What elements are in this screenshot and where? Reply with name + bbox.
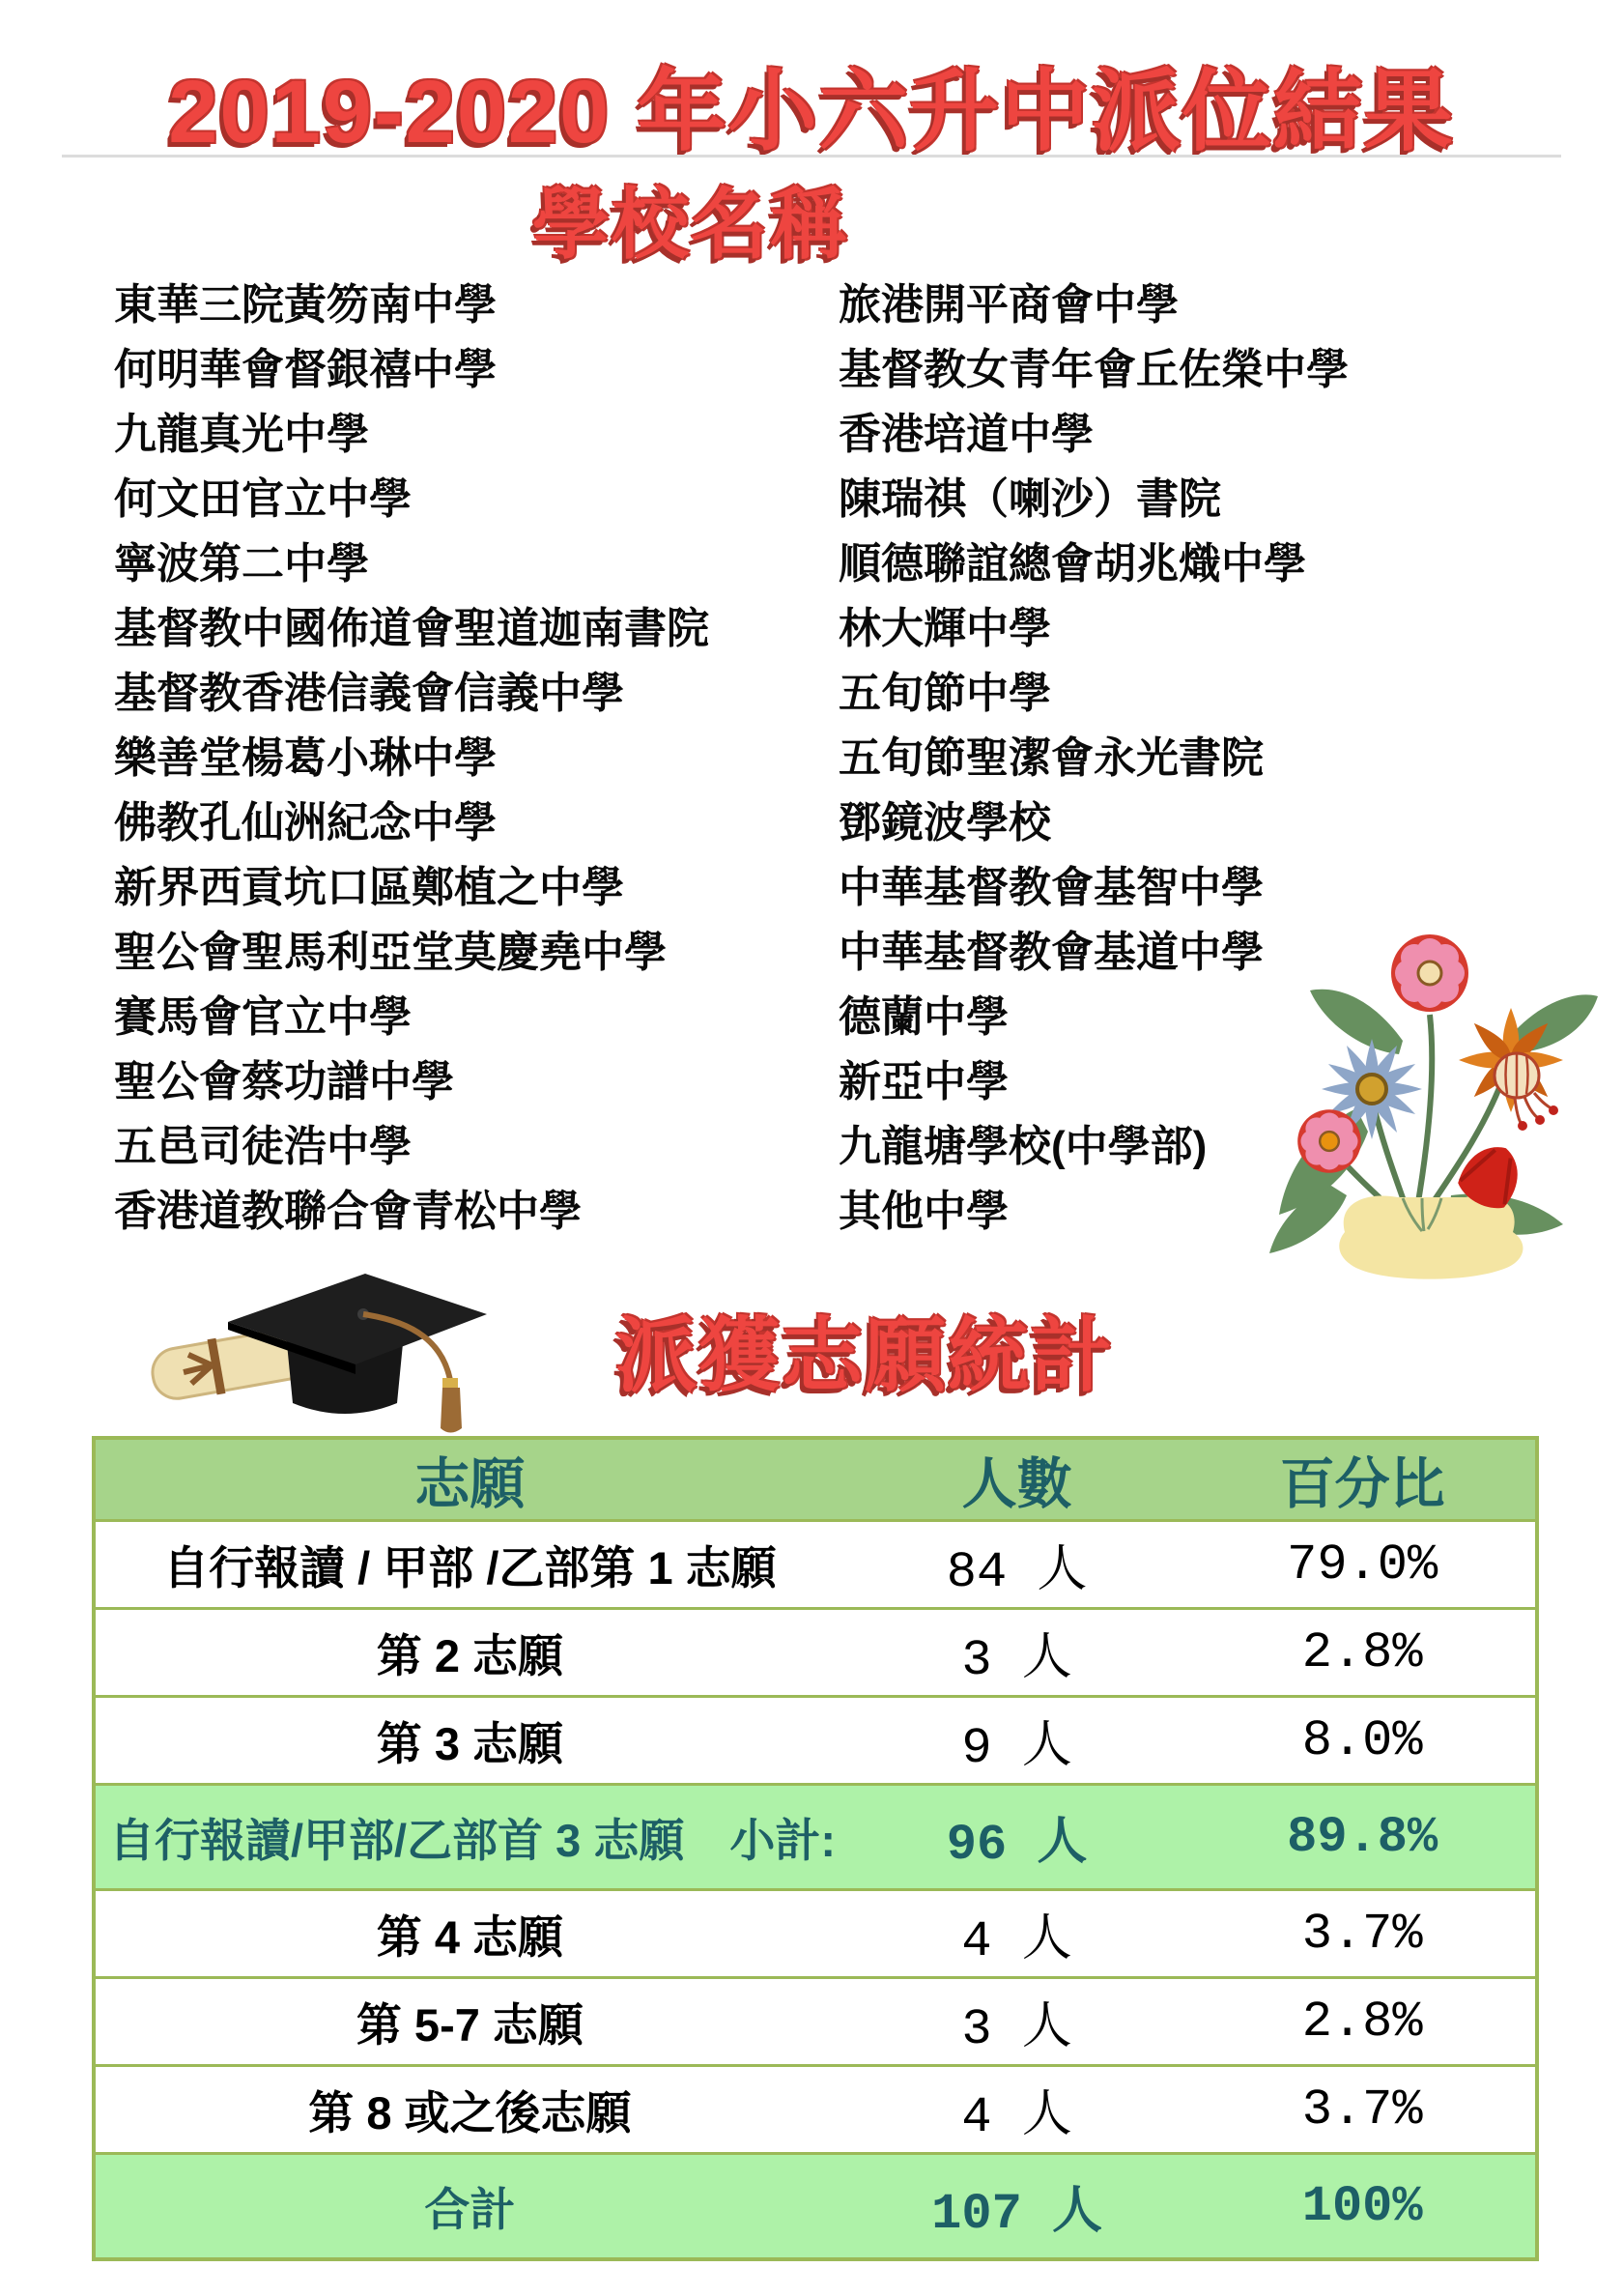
- table-summary-row: [96, 2152, 1535, 2257]
- school-name: 佛教孔仙洲紀念中學: [114, 799, 497, 847]
- school-name: 德蘭中學: [839, 993, 1009, 1041]
- cell-choice-label: 第 5-7 志願: [356, 1998, 584, 2051]
- table-row: [96, 1695, 1535, 1783]
- school-name: 五旬節聖潔會永光書院: [839, 734, 1264, 782]
- table-header-row: [96, 1440, 1535, 1519]
- cell-choice-label: 第 4 志願: [376, 1910, 564, 1963]
- pink-flower-top: [1391, 934, 1468, 1012]
- table-row: [96, 1519, 1535, 1607]
- school-name: 其他中學: [839, 1188, 1009, 1235]
- flower-bouquet-illustration: [1258, 904, 1606, 1285]
- school-name: 何明華會督銀禧中學: [114, 346, 497, 393]
- school-name: 賽馬會官立中學: [114, 993, 412, 1041]
- school-name: 鄧鏡波學校: [839, 799, 1051, 847]
- school-name: 順德聯誼總會胡兆熾中學: [839, 540, 1306, 588]
- table-row: [96, 2064, 1535, 2152]
- school-name: 聖公會蔡功譜中學: [114, 1058, 454, 1105]
- column-header-choice: 志願: [414, 1453, 526, 1515]
- school-name: 中華基督教會基道中學: [839, 929, 1264, 976]
- cell-choice-label: 第 2 志願: [376, 1629, 564, 1681]
- school-name: 五邑司徒浩中學: [114, 1123, 412, 1170]
- cell-count: 4 人: [961, 2089, 1072, 2146]
- cell-percent: 8.0%: [1301, 1711, 1423, 1769]
- cell-percent: 3.7%: [1301, 1905, 1423, 1963]
- pink-flower-small: [1297, 1109, 1361, 1173]
- cell-count: 3 人: [961, 2001, 1072, 2058]
- cell-count: 107 人: [931, 2186, 1102, 2243]
- school-name: 旅港開平商會中學: [839, 281, 1179, 329]
- cell-count: 9 人: [961, 1720, 1072, 1777]
- school-name: 樂善堂楊葛小琳中學: [114, 734, 497, 782]
- cell-choice-label: 第 3 志願: [376, 1717, 564, 1769]
- table-summary-row: [96, 1783, 1535, 1888]
- page-title: 2019-2020 年小六升中派位結果: [168, 63, 1455, 161]
- cell-choice-label: 自行報讀 / 甲部 /乙部第 1 志願: [163, 1541, 777, 1593]
- school-name: 寧波第二中學: [114, 540, 369, 588]
- table-row: [96, 1888, 1535, 1976]
- school-section-heading: 學校名稱: [532, 182, 849, 268]
- cell-count: 3 人: [961, 1632, 1072, 1689]
- school-name: 陳瑞祺（喇沙）書院: [839, 475, 1221, 523]
- cell-percent: 79.0%: [1287, 1535, 1438, 1593]
- table-row: [96, 1607, 1535, 1695]
- cell-count: 96 人: [946, 1817, 1088, 1874]
- school-name: 東華三院黃笏南中學: [114, 281, 497, 329]
- school-name: 林大輝中學: [839, 605, 1051, 652]
- column-header-count: 人數: [961, 1453, 1072, 1515]
- school-name: 基督教中國佈道會聖道迦南書院: [114, 605, 709, 652]
- table-row: [96, 1976, 1535, 2064]
- cell-percent: 2.8%: [1301, 1623, 1423, 1681]
- school-name: 九龍塘學校(中學部): [839, 1123, 1208, 1170]
- school-list-left: [114, 273, 829, 1244]
- cell-choice-label: 第 8 或之後志願: [308, 2086, 632, 2138]
- school-name: 香港培道中學: [839, 411, 1094, 458]
- column-header-percent: 百分比: [1279, 1453, 1445, 1515]
- cell-percent: 89.8%: [1287, 1808, 1438, 1866]
- cell-count: 84 人: [946, 1544, 1088, 1601]
- allocation-stats-table: [92, 1436, 1539, 2261]
- school-name: 基督教女青年會丘佐榮中學: [839, 346, 1349, 393]
- cell-choice-label: 自行報讀/甲部/乙部首 3 志願 小計:: [109, 1814, 837, 1866]
- title-divider: [62, 155, 1561, 158]
- school-name: 何文田官立中學: [114, 475, 412, 523]
- cell-percent: 100%: [1301, 2177, 1423, 2235]
- stats-section-heading: 派獲志願統計: [614, 1310, 1114, 1401]
- school-name: 新亞中學: [839, 1058, 1009, 1105]
- cell-choice-label: 合計: [424, 2183, 516, 2235]
- cell-count: 4 人: [961, 1913, 1072, 1970]
- school-name: 香港道教聯合會青松中學: [114, 1188, 582, 1235]
- school-name: 聖公會聖馬利亞堂莫慶堯中學: [114, 929, 667, 976]
- school-name: 九龍真光中學: [114, 411, 369, 458]
- school-name: 中華基督教會基智中學: [839, 864, 1264, 911]
- school-name: 基督教香港信義會信義中學: [114, 670, 624, 717]
- stats-table-body: [96, 1519, 1535, 2257]
- school-name: 新界西貢坑口區鄭植之中學: [114, 864, 624, 911]
- cell-percent: 3.7%: [1301, 2081, 1423, 2138]
- school-name: 五旬節中學: [839, 670, 1051, 717]
- cell-percent: 2.8%: [1301, 1993, 1423, 2051]
